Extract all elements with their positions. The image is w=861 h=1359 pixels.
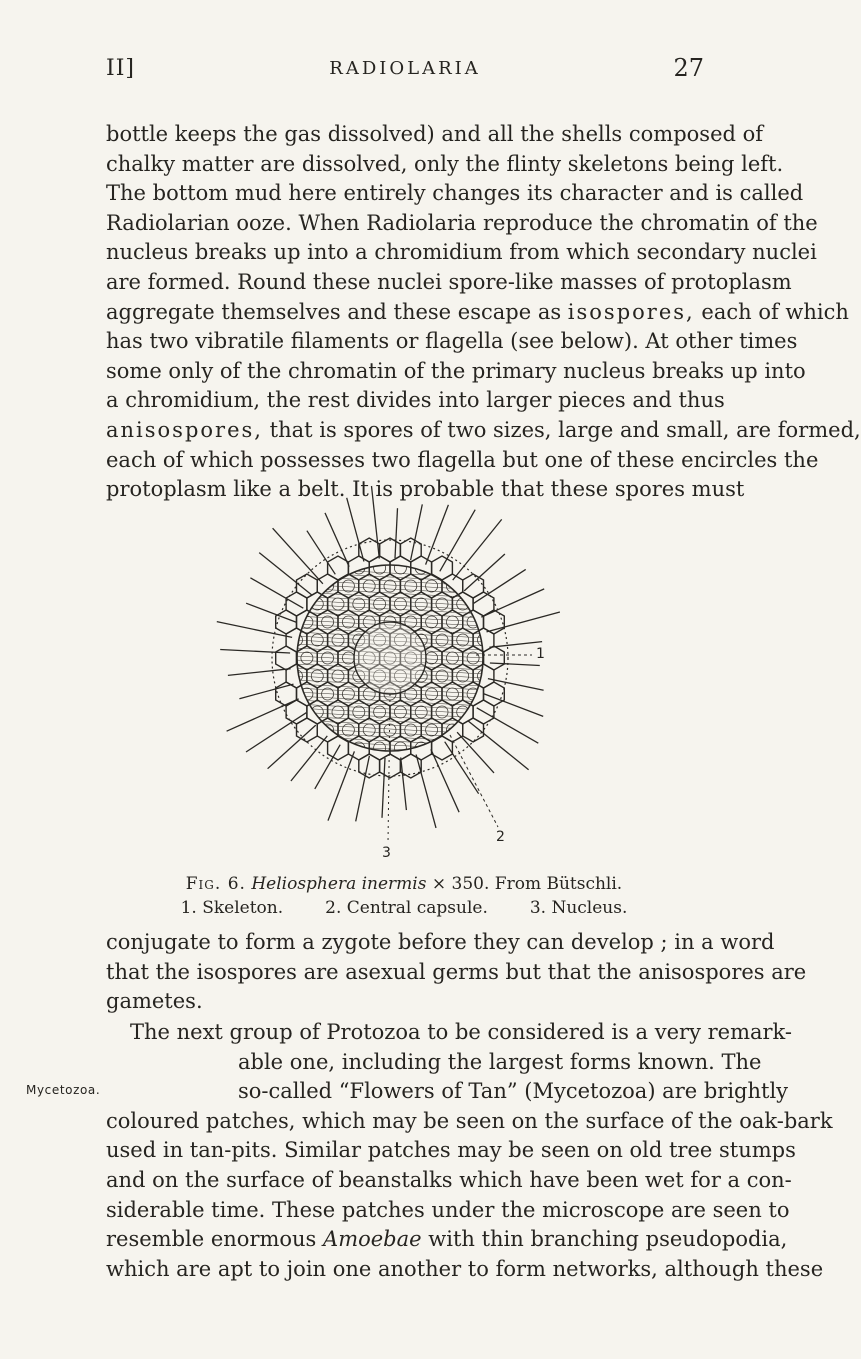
lattice-pore [467,724,479,736]
lattice-pore [384,760,396,772]
radial-spine [489,642,542,648]
paragraph-radiolaria [106,120,861,505]
lattice-pore [394,598,406,610]
text-line: used in tan-pits. Similar patches may be seen on old tree stumps [106,1138,796,1163]
lattice-pore [342,616,354,628]
paragraph-conjugation [106,928,807,1017]
radial-spine [490,663,540,666]
radial-spine [246,603,297,622]
lattice-pore [394,562,406,574]
radial-spine [325,513,349,567]
lattice-pore [405,544,417,556]
text-line: chalky matter are dissolved, only the flinty skeletons being left. [106,151,784,176]
legend-nucleus: 3. Nucleus. [529,898,628,918]
radial-spine [464,554,505,591]
running-header [106,52,704,88]
radial-spine [453,519,502,580]
line-text: aggregate themselves and these escape as [106,299,562,324]
text-line [106,416,861,446]
capsule-hatching [295,576,485,586]
legend-central-capsule: 2. Central capsule. [325,898,488,918]
lattice-pore [363,724,375,736]
text-line [106,1225,788,1255]
text-line: which are apt to join one another to form networks, although these [106,1256,824,1281]
lattice-pore [384,580,396,592]
caption-fig-number: Fig. 6. [185,874,246,894]
line-text: with thin branching pseudopodia, [428,1227,788,1252]
skeleton-lattice-cell [400,754,421,778]
lattice-pore [332,598,344,610]
skeleton-lattice-cell [297,718,318,742]
lattice-pore [415,598,427,610]
capsule-hatching [295,612,485,622]
lattice-pore [280,652,292,664]
text-line: Radiolarian ooze. When Radiolaria reproduce the chromatin of the [106,210,818,235]
radial-spine [372,486,380,559]
lattice-pore [457,634,469,646]
radial-spine [217,622,292,638]
caption-legend [106,896,702,920]
lattice-pore [332,634,344,646]
capsule-hatching [295,728,485,738]
lattice-pore [426,580,438,592]
text-line: gametes. [106,989,203,1014]
lattice-pore [311,670,323,682]
lattice-pore [342,580,354,592]
lattice-pore [363,760,375,772]
radial-spine [239,684,293,699]
lattice-pore [478,634,490,646]
term-isospores: isospores, [567,299,695,324]
text-line: siderable time. These patches under the microscope are seen to [106,1197,790,1222]
paragraph-mycetozoa [106,1018,833,1284]
radial-spine [307,531,335,575]
radial-spine [382,758,385,818]
line-text: each of which [701,299,849,324]
capsule-hatching [295,580,485,590]
lattice-pore [426,688,438,700]
text-line: coloured patches, which may be seen on the surface of the oak-bark [106,1108,833,1133]
lattice-pore [342,652,354,664]
caption-magnification: × 350. [431,874,490,894]
text-line: each of which possesses two flagella but one of these encircles the [106,447,819,472]
radial-spine [487,612,560,632]
text-line: has two vibratile filaments or flagella (see below). At other times [106,329,798,354]
lattice-pore [280,688,292,700]
radial-spine [457,732,494,773]
radial-spine [488,679,544,691]
text-line: are formed. Round these nuclei spore-like masses of protoplasm [106,269,792,294]
radial-spine [481,589,544,617]
radial-spine [228,669,291,676]
radial-spine [401,757,407,810]
text-line: that the isospores are asexual germs but that the anisospores are [106,959,807,984]
line-text: resemble enormous [106,1227,317,1252]
chapter-number: II] [106,56,135,81]
lattice-pore [332,670,344,682]
lattice-pore [384,544,396,556]
lattice-pore [478,670,490,682]
lattice-pore [363,580,375,592]
radial-spine [273,528,323,584]
nucleus [354,622,426,694]
lattice-pore [446,616,458,628]
radial-spine [347,498,364,562]
text-line: so-called “Flowers of Tan” (Mycetozoa) are brightly [238,1079,789,1104]
caption-species: Heliosphera inermis [251,874,427,894]
radial-spine [426,505,449,565]
lattice-pore [342,688,354,700]
text-line: and on the surface of beanstalks which have been wet for a con- [106,1167,792,1192]
radial-spine [468,721,529,770]
figure-caption [106,872,702,920]
lattice-pore [446,688,458,700]
skeleton-lattice-cell [380,754,401,778]
line-text: that is spores of two sizes, large and small, are formed, [269,417,861,442]
radial-spine [416,755,436,828]
text-line: some only of the chromatin of the primary nucleus breaks up into [106,358,806,383]
radial-spine [227,699,299,731]
term-anisospores: anisospores, [106,417,263,442]
lattice-pore [363,544,375,556]
figure-label-3: 3 [382,845,391,861]
caption-title [106,872,702,896]
text-line: able one, including the largest forms known. The [238,1049,762,1074]
pointer-line-2 [450,735,498,827]
lattice-pore [332,706,344,718]
radial-spine [440,510,475,572]
radial-spine [259,553,312,596]
lattice-pore [301,580,313,592]
lattice-pore [426,616,438,628]
radial-spine [395,508,398,558]
radial-spine [268,725,316,769]
text-line: conjugate to form a zygote before they can develop ; in a word [106,930,775,954]
text-line: protoplasm like a belt. It is probable that these spores must [106,477,745,502]
text-line: nucleus breaks up into a chromidium from which secondary nuclei [106,240,817,265]
text-line: The bottom mud here entirely changes its character and is called [106,181,804,206]
page-number: 27 [673,54,704,82]
lattice-pore [394,742,406,754]
radial-spine [328,751,354,820]
lattice-pore [342,724,354,736]
radial-spine [477,708,539,743]
lattice-pore [311,634,323,646]
text-line [106,298,849,328]
text-line: a chromidium, the rest divides into larger pieces and thus [106,388,725,413]
legend-skeleton: 1. Skeleton. [180,898,284,918]
figure-label-1: 1 [536,646,545,662]
lattice-pore [488,652,500,664]
lattice-pore [405,760,417,772]
heliosphera-skeleton-illustration [214,495,574,863]
lattice-pore [457,670,469,682]
lattice-pore [301,652,313,664]
lattice-pore [446,652,458,664]
running-title: RADIOLARIA [329,58,481,79]
figure-heliosphera [214,495,574,863]
text-line: bottle keeps the gas dissolved) and all the shells composed of [106,122,764,146]
term-amoebae: Amoebae [323,1227,422,1252]
lattice-pore [415,706,427,718]
side-heading-mycetozoa: Mycetozoa. [26,1083,101,1097]
lattice-pore [426,652,438,664]
figure-label-2: 2 [496,829,505,845]
text-line: The next group of Protozoa to be considered is a very remark- [130,1020,793,1044]
lattice-pore [488,616,500,628]
radial-spine [356,756,370,822]
lattice-pore [394,706,406,718]
lattice-pore [426,724,438,736]
caption-source: From Bütschli. [494,874,623,894]
